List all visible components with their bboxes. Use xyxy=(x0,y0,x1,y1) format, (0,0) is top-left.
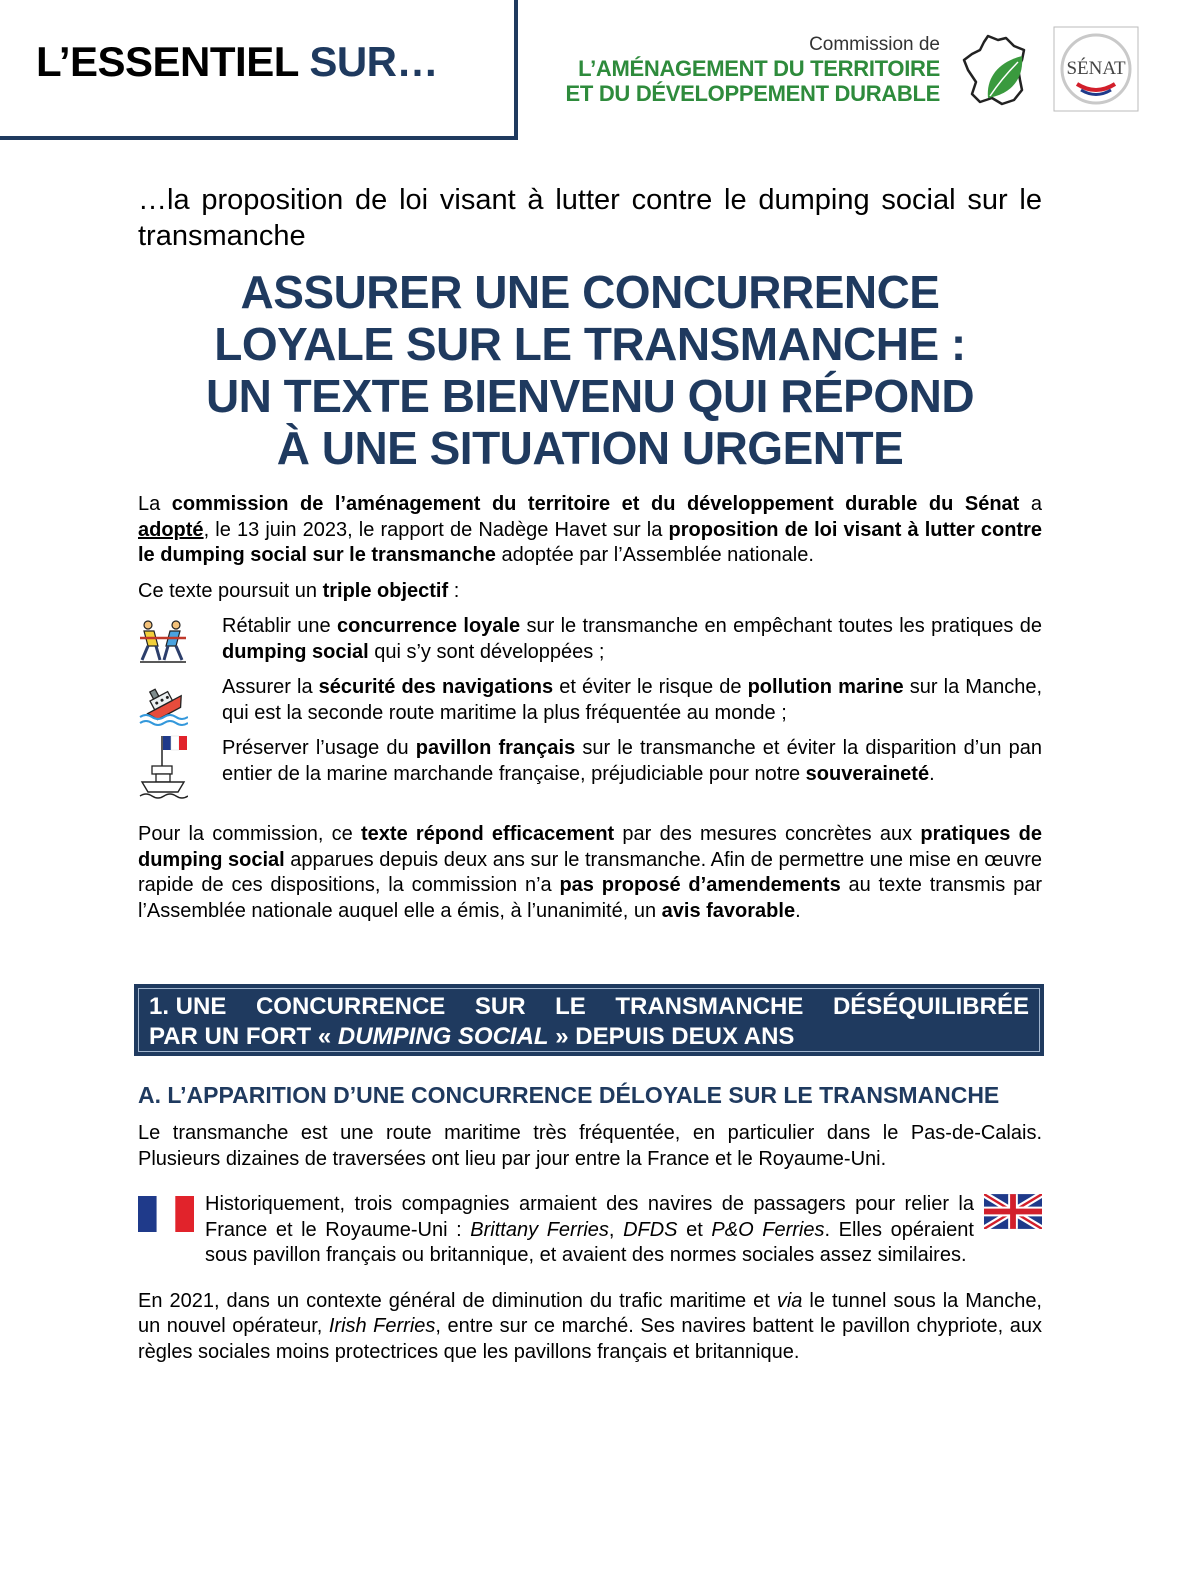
header-title-black: L’ESSENTIEL xyxy=(36,38,299,85)
ship-with-french-flag-icon xyxy=(138,732,188,802)
uk-flag-icon xyxy=(984,1194,1042,1229)
objective-item xyxy=(138,614,1042,665)
commission-line1: L’AMÉNAGEMENT DU TERRITOIRE xyxy=(578,55,940,81)
senat-logo-text: SÉNAT xyxy=(1066,58,1126,79)
section-a-content xyxy=(138,1121,1042,1365)
main-title-line1: ASSURER UNE CONCURRENCE xyxy=(240,266,940,318)
objective-text: Rétablir une concurrence loyale sur le transmanche en empêchant toutes les pratiques de dumping social qui s’y sont développées ; xyxy=(222,615,1043,663)
section-heading-1 xyxy=(134,984,1044,1056)
main-title-line2: LOYALE SUR LE TRANSMANCHE : xyxy=(214,318,966,370)
year-2021-paragraph: En 2021, dans un contexte général de diminution du trafic maritime et via le tunnel sous la Manche, un nouvel opérateur, Irish Ferries, entre sur ce marché. Ses navires battent le pavillon chypriote, aux règles sociales moins protectrices que les pavillons français et britannique. xyxy=(138,1289,1043,1363)
objective-text: Assurer la sécurité des navigations et éviter le risque de pollution marine sur la Manche, qui est la seconde route maritime la plus fréquentée au monde ; xyxy=(222,676,1043,724)
objective-item xyxy=(138,736,1042,808)
commission-view-paragraph: Pour la commission, ce texte répond efficacement par des mesures concrètes aux pratiques de dumping social apparues depuis deux ans sur le transmanche. Afin de permettre une mise en œuvre rapide de ces dispositions, la commission n’a pas proposé d’amendements au texte transmis par l’Assemblée nationale auquel elle a émis, à l’unanimité, un avis favorable. xyxy=(138,823,1042,922)
sinking-ship-icon xyxy=(138,677,188,727)
history-block xyxy=(138,1192,1042,1269)
section-a-heading: A. L’APPARITION D’UNE CONCURRENCE DÉLOYALE SUR LE TRANSMANCHE xyxy=(138,1082,1000,1108)
section-heading-1-line1: 1. UNE CONCURRENCE SUR LE TRANSMANCHE DÉSÉQUILIBRÉE xyxy=(149,993,1029,1020)
main-title-line3: UN TEXTE BIENVENU QUI RÉPOND xyxy=(205,370,975,422)
header-title xyxy=(36,38,438,86)
objectives-intro: Ce texte poursuit un triple objectif : xyxy=(138,579,460,602)
commission-small: Commission de xyxy=(809,34,940,55)
section-heading-1-line2: PAR UN FORT « DUMPING SOCIAL » DEPUIS DEUX ANS xyxy=(149,1023,795,1050)
objective-item xyxy=(138,675,1042,726)
main-title-line4: À UNE SITUATION URGENTE xyxy=(276,422,904,474)
history-paragraph: Historiquement, trois compagnies armaient des navires de passagers pour relier la France et le Royaume-Uni : Brittany Ferries, DFDS et P&O Ferries. Elles opéraient sous pavillon français ou britannique, et avaient des normes sociales assez similaires. xyxy=(205,1193,974,1266)
main-title xyxy=(138,266,1042,474)
route-paragraph: Le transmanche est une route maritime très fréquentée, en particulier dans le Pas-de-Calais. Plusieurs dizaines de traversées ont lieu par jour entre la France et le Royaume-Uni. xyxy=(138,1122,1042,1170)
header-title-blue: SUR… xyxy=(309,38,438,85)
french-flag-icon xyxy=(138,1196,194,1232)
objective-text: Préserver l’usage du pavillon français sur le transmanche et éviter la disparition d’un pan entier de la marine marchande française, préjudiciable pour notre souveraineté. xyxy=(222,737,1042,785)
subtitle: …la proposition de loi visant à lutter contre le dumping social sur le transmanche xyxy=(138,184,1042,252)
commission-line2: ET DU DÉVELOPPEMENT DURABLE xyxy=(565,81,940,107)
france-leaf-logo-icon xyxy=(958,30,1036,108)
commission-name xyxy=(566,34,940,106)
senat-logo-icon xyxy=(1053,26,1139,112)
main-content xyxy=(138,182,1042,924)
intro-paragraph: La commission de l’aménagement du territoire et du développement durable du Sénat a adopté, le 13 juin 2023, le rapport de Nadège Havet sur la proposition de loi visant à lutter contre le dumping social sur le transmanche adoptée par l’Assemblée nationale. xyxy=(138,493,1042,566)
tug-of-war-icon xyxy=(138,616,188,666)
